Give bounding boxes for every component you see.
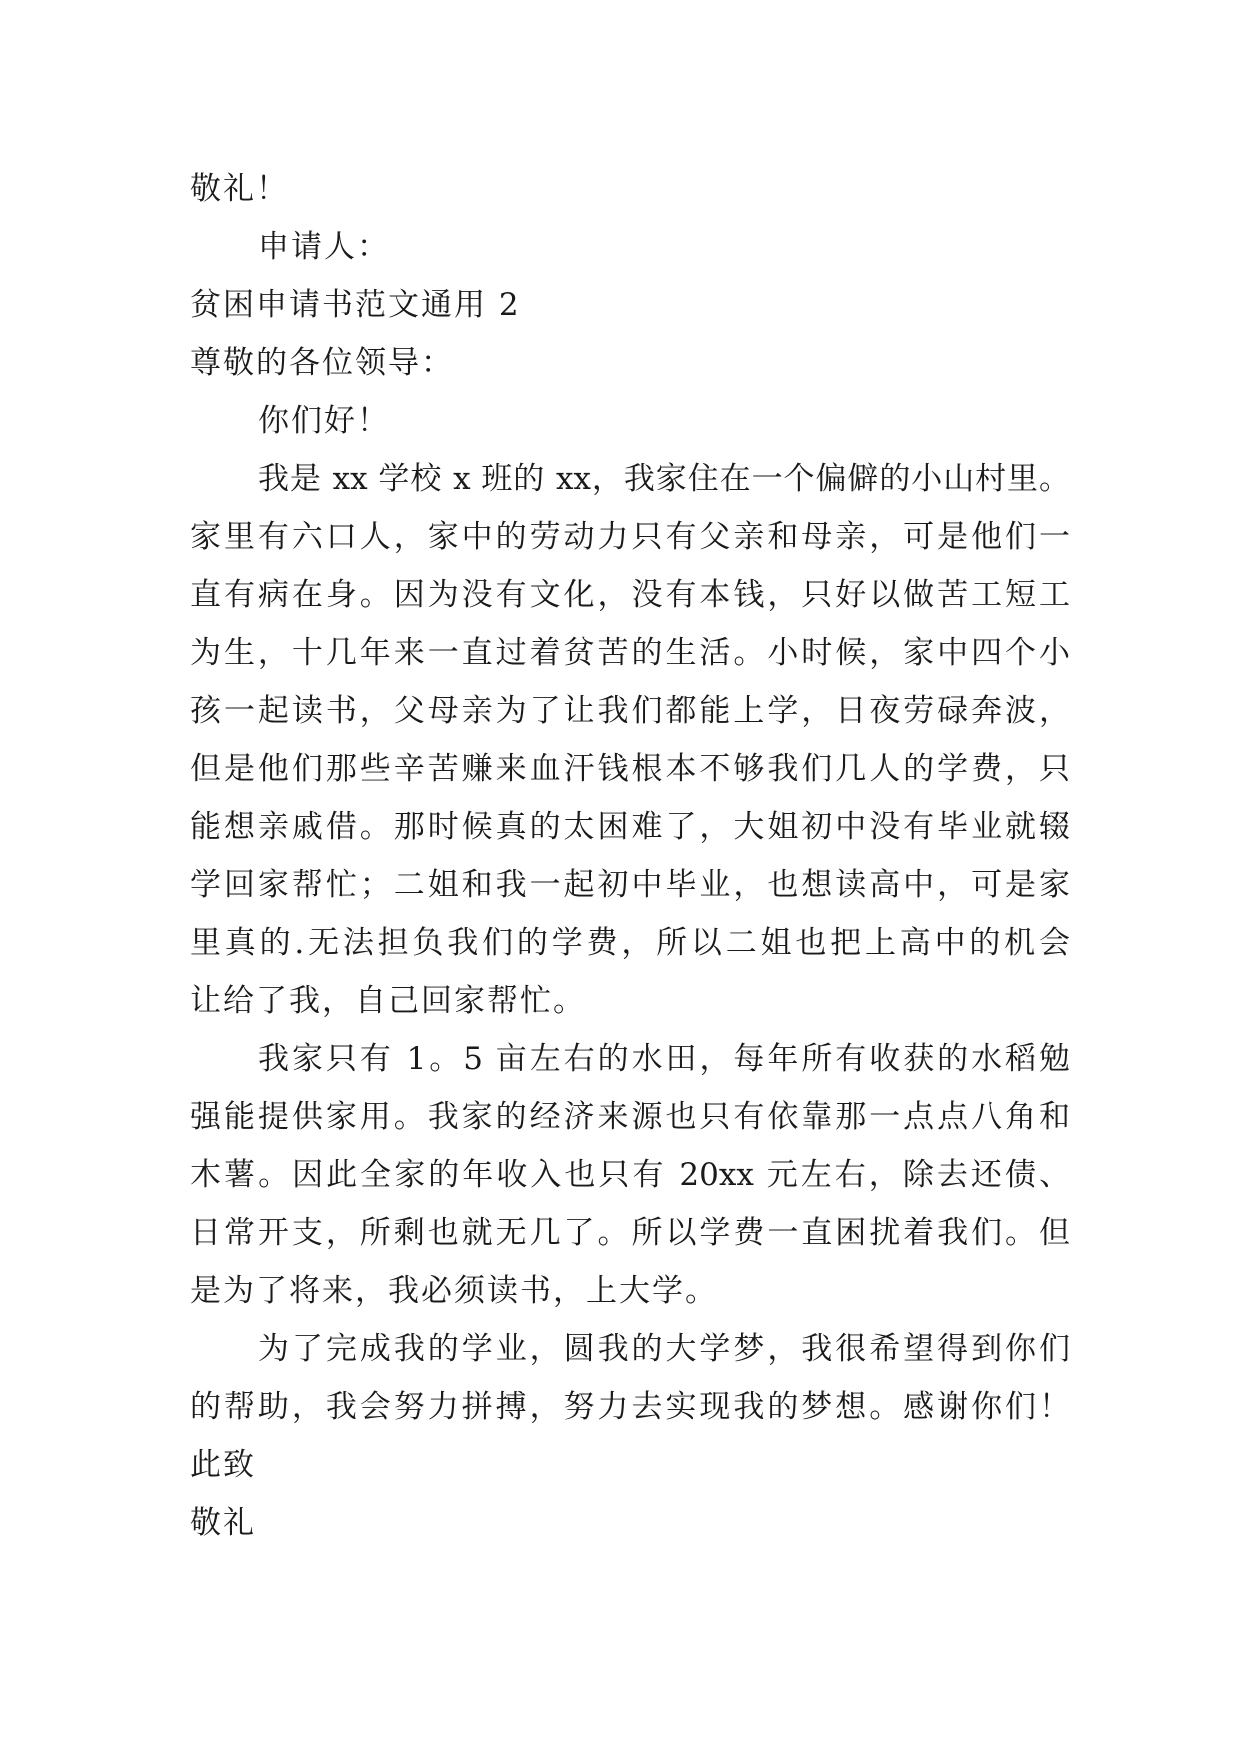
paragraph-line: 直有病在身。因为没有文化，没有本钱，只好以做苦工短工 — [190, 577, 1070, 613]
paragraph-line: 是为了将来，我必须读书，上大学。 — [190, 1273, 718, 1309]
greeting-line: 你们好！ — [258, 403, 390, 439]
paragraph-line: 我是 xx 学校 x 班的 xx，我家住在一个偏僻的小山村里。 — [258, 461, 1070, 497]
closing-salute-line: 敬礼 — [190, 1505, 256, 1541]
paragraph-line: 让给了我，自己回家帮忙。 — [190, 983, 586, 1019]
paragraph-line: 学回家帮忙；二姐和我一起初中毕业，也想读高中，可是家 — [190, 867, 1070, 903]
closing-salute-line: 敬礼！ — [190, 171, 289, 207]
paragraph-line: 我家只有 1。5 亩左右的水田，每年所有收获的水稻勉 — [258, 1041, 1070, 1077]
paragraph-line: 为生，十几年来一直过着贫苦的生活。小时候，家中四个小 — [190, 635, 1070, 671]
closing-line: 此致 — [190, 1447, 256, 1483]
paragraph-line: 的帮助，我会努力拼搏，努力去实现我的梦想。感谢你们！ — [190, 1389, 1070, 1425]
paragraph-line: 家里有六口人，家中的劳动力只有父亲和母亲，可是他们一 — [190, 519, 1070, 555]
paragraph-line: 孩一起读书，父母亲为了让我们都能上学，日夜劳碌奔波， — [190, 693, 1070, 729]
applicant-line: 申请人： — [258, 229, 390, 265]
paragraph-line: 里真的.无法担负我们的学费，所以二姐也把上高中的机会 — [190, 925, 1070, 961]
salutation-line: 尊敬的各位领导： — [190, 345, 454, 381]
paragraph-line: 日常开支，所剩也就无几了。所以学费一直困扰着我们。但 — [190, 1215, 1070, 1251]
paragraph-line: 能想亲戚借。那时候真的太困难了，大姐初中没有毕业就辍 — [190, 809, 1070, 845]
section-title: 贫困申请书范文通用 2 — [190, 287, 521, 323]
paragraph-line: 木薯。因此全家的年收入也只有 20xx 元左右，除去还债、 — [190, 1157, 1070, 1193]
paragraph-line: 但是他们那些辛苦赚来血汗钱根本不够我们几人的学费，只 — [190, 751, 1070, 787]
paragraph-line: 强能提供家用。我家的经济来源也只有依靠那一点点八角和 — [190, 1099, 1070, 1135]
letter-body — [190, 160, 1070, 1552]
paragraph-line: 为了完成我的学业，圆我的大学梦，我很希望得到你们 — [258, 1331, 1070, 1367]
